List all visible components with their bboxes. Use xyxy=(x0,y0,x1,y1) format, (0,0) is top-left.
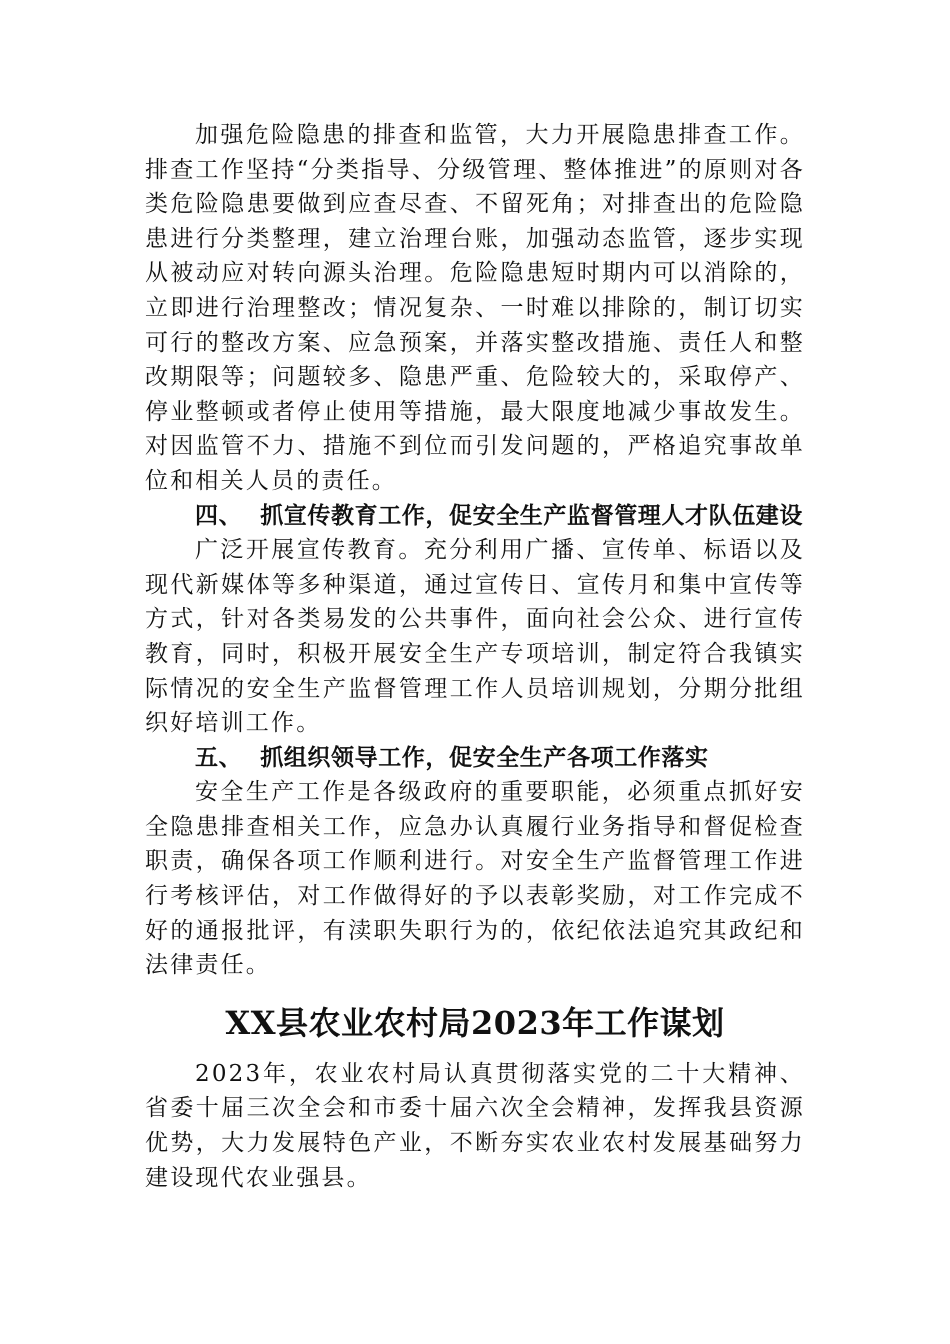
paragraph-publicity-education: 广泛开展宣传教育。充分利用广播、宣传单、标语以及现代新媒体等多种渠道，通过宣传日、宣传月和集中宣传等方式，针对各类易发的公共事件，面向社会公众、进行宣传教育，同时，积极开展安全生产专项培训，制定符合我镇实际情况的安全生产监督管理工作人员培训规划，分期分批组织好培训工作。 xyxy=(145,537,805,737)
section-number-5: 五、 xyxy=(195,744,243,771)
section-heading-5-text: 抓组织领导工作，促安全生产各项工作落实 xyxy=(260,744,709,771)
section-heading-4 xyxy=(145,499,805,534)
paragraph-organization-leadership: 安全生产工作是各级政府的重要职能，必须重点抓好安全隐患排查相关工作，应急办认真履行业务指导和督促检查职责，确保各项工作顺利进行。对安全生产监督管理工作进行考核评估，对工作做得好的予以表彰奖励，对工作完成不好的通报批评，有渎职失职行为的，依纪依法追究其政纪和法律责任。 xyxy=(145,779,805,979)
paragraph-2023-plan-intro: 2023年，农业农村局认真贯彻落实党的二十大精神、省委十届三次全会和市委十届六次全会精神，发挥我县资源优势，大力发展特色产业，不断夯实农业农村发展基础努力建设现代农业强县。 xyxy=(145,1060,805,1191)
section-heading-5 xyxy=(145,741,805,776)
document-page xyxy=(145,118,805,1195)
document-title: XX县农业农村局2023年工作谋划 xyxy=(225,1003,725,1042)
section-number-4: 四、 xyxy=(195,502,243,529)
section-heading-4-text: 抓宣传教育工作，促安全生产监督管理人才队伍建设 xyxy=(260,502,804,529)
paragraph-hazard-inspection: 加强危险隐患的排查和监管，大力开展隐患排查工作。排查工作坚持“分类指导、分级管理、整体推进”的原则对各类危险隐患要做到应查尽查、不留死角；对排查出的危险隐患进行分类整理，建立治理台账，加强动态监管，逐步实现从被动应对转向源头治理。危险隐患短时期内可以消除的，立即进行治理整改；情况复杂、一时难以排除的，制订切实可行的整改方案、应急预案，并落实整改措施、责任人和整改期限等；问题较多、隐患严重、危险较大的，采取停产、停业整顿或者停止使用等措施，最大限度地减少事故发生。对因监管不力、措施不到位而引发问题的，严格追究事故单位和相关人员的责任。 xyxy=(145,122,805,494)
